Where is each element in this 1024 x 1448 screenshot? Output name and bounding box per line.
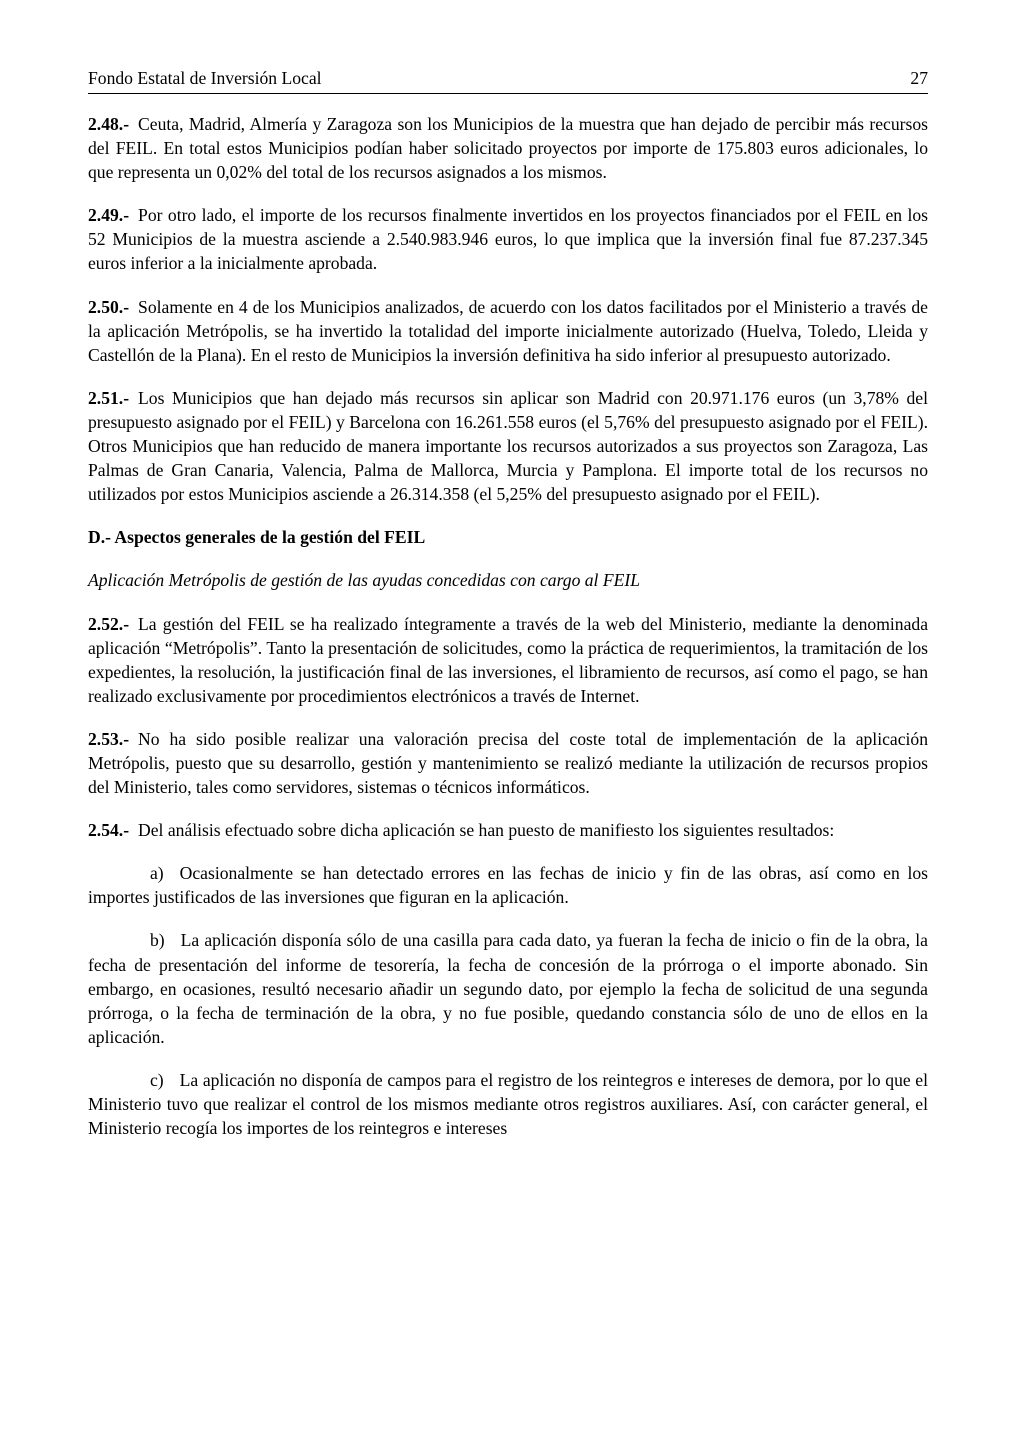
paragraph-number: 2.53.-: [88, 728, 130, 749]
paragraph-2-51: [88, 386, 928, 506]
paragraph-text: Ceuta, Madrid, Almería y Zaragoza son los Municipios de la muestra que han dejado de percibir más recursos del FEIL. En total estos Municipios podían haber solicitado proyectos por importe de 175.803 euros adicionales, lo que representa un 0,02% del total de los recursos asignados a los mismos.: [88, 114, 928, 183]
list-item-letter: b): [150, 930, 165, 951]
paragraph-number: 2.54.-: [88, 820, 130, 841]
list-item-a: [88, 861, 928, 909]
paragraph-2-54: [88, 818, 928, 842]
paragraph-number: 2.51.-: [88, 387, 130, 408]
document-body: [88, 112, 928, 1140]
paragraph-text: Por otro lado, el importe de los recursos finalmente invertidos en los proyectos financiados por el FEIL en los 52 Municipios de la muestra asciende a 2.540.983.946 euros, lo que implica que la inversión final fue 87.237.345 euros inferior a la inicialmente aprobada.: [88, 205, 928, 274]
list-item-c: [88, 1068, 928, 1140]
paragraph-2-49: [88, 203, 928, 275]
section-subtitle: Aplicación Metrópolis de gestión de las ayudas concedidas con cargo al FEIL: [88, 570, 640, 591]
paragraph-text: La gestión del FEIL se ha realizado íntegramente a través de la web del Ministerio, mediante la denominada aplicación “Metrópolis”. Tanto la presentación de solicitudes, como la práctica de requerimientos, la tramitación de los expedientes, la resolución, la justificación final de las inversiones, el libramiento de recursos, así como el pago, se han realizado exclusivamente por procedimientos electrónicos a través de Internet.: [88, 613, 928, 706]
paragraph-text: No ha sido posible realizar una valoración precisa del coste total de implementación de la aplicación Metrópolis, puesto que su desarrollo, gestión y mantenimiento se realizó mediante la utilización de recursos propios del Ministerio, tales como servidores, sistemas o técnicos informáticos.: [88, 728, 928, 798]
list-item-text: La aplicación disponía sólo de una casilla para cada dato, ya fueran la fecha de inicio o fin de la obra, la fecha de presentación del informe de tesorería, la fecha de concesión de la prórroga o el importe abonado. Sin embargo, en ocasiones, resultó necesario añadir un segundo dato, por ejemplo la fecha de solicitud de una segunda prórroga, o la fecha de terminación de la obra, y no fue posible, quedando constancia sólo de uno de ellos en la aplicación.: [88, 930, 928, 1047]
page-number: 27: [910, 68, 928, 88]
list-item-text: Ocasionalmente se han detectado errores en las fechas de inicio y fin de las obras, así como en los importes justificados de las inversiones que figuran en la aplicación.: [88, 863, 928, 908]
running-title: Fondo Estatal de Inversión Local: [88, 68, 322, 88]
paragraph-text: Los Municipios que han dejado más recursos sin aplicar son Madrid con 20.971.176 euros (un 3,78% del presupuesto asignado por el FEIL) y Barcelona con 16.261.558 euros (el 5,76% del presupuesto asignado por el FEIL). Otros Municipios que han reducido de manera importante los recursos autorizados a sus proyectos son Zaragoza, Las Palmas de Gran Canaria, Valencia, Palma de Mallorca, Murcia y Pamplona. El importe total de los recursos no utilizados por estos Municipios asciende a 26.314.358 (el 5,25% del presupuesto asignado por el FEIL).: [88, 387, 928, 505]
paragraph-2-48: [88, 112, 928, 184]
paragraph-number: 2.49.-: [88, 205, 130, 226]
paragraph-2-50: [88, 295, 928, 367]
list-item-letter: a): [150, 863, 164, 884]
page-header: [88, 68, 928, 94]
paragraph-2-52: [88, 612, 928, 708]
paragraph-number: 2.50.-: [88, 296, 130, 317]
section-heading: D.- Aspectos generales de la gestión del FEIL: [88, 527, 426, 548]
paragraph-text: Del análisis efectuado sobre dicha aplicación se han puesto de manifiesto los siguientes resultados:: [138, 820, 835, 841]
list-item-b: [88, 928, 928, 1048]
list-item-letter: c): [150, 1069, 164, 1090]
paragraph-number: 2.52.-: [88, 613, 130, 634]
list-item-text: La aplicación no disponía de campos para el registro de los reintegros e intereses de demora, por lo que el Ministerio tuvo que realizar el control de los mismos mediante otros registros auxiliares. Así, con carácter general, el Ministerio recogía los importes de los reintegros e intereses: [88, 1069, 928, 1139]
paragraph-2-53: [88, 727, 928, 799]
paragraph-text: Solamente en 4 de los Municipios analizados, de acuerdo con los datos facilitados por el Ministerio a través de la aplicación Metrópolis, se ha invertido la totalidad del importe inicialmente autorizado (Huelva, Toledo, Lleida y Castellón de la Plana). En el resto de Municipios la inversión definitiva ha sido inferior al presupuesto autorizado.: [88, 296, 928, 365]
paragraph-number: 2.48.-: [88, 114, 130, 134]
